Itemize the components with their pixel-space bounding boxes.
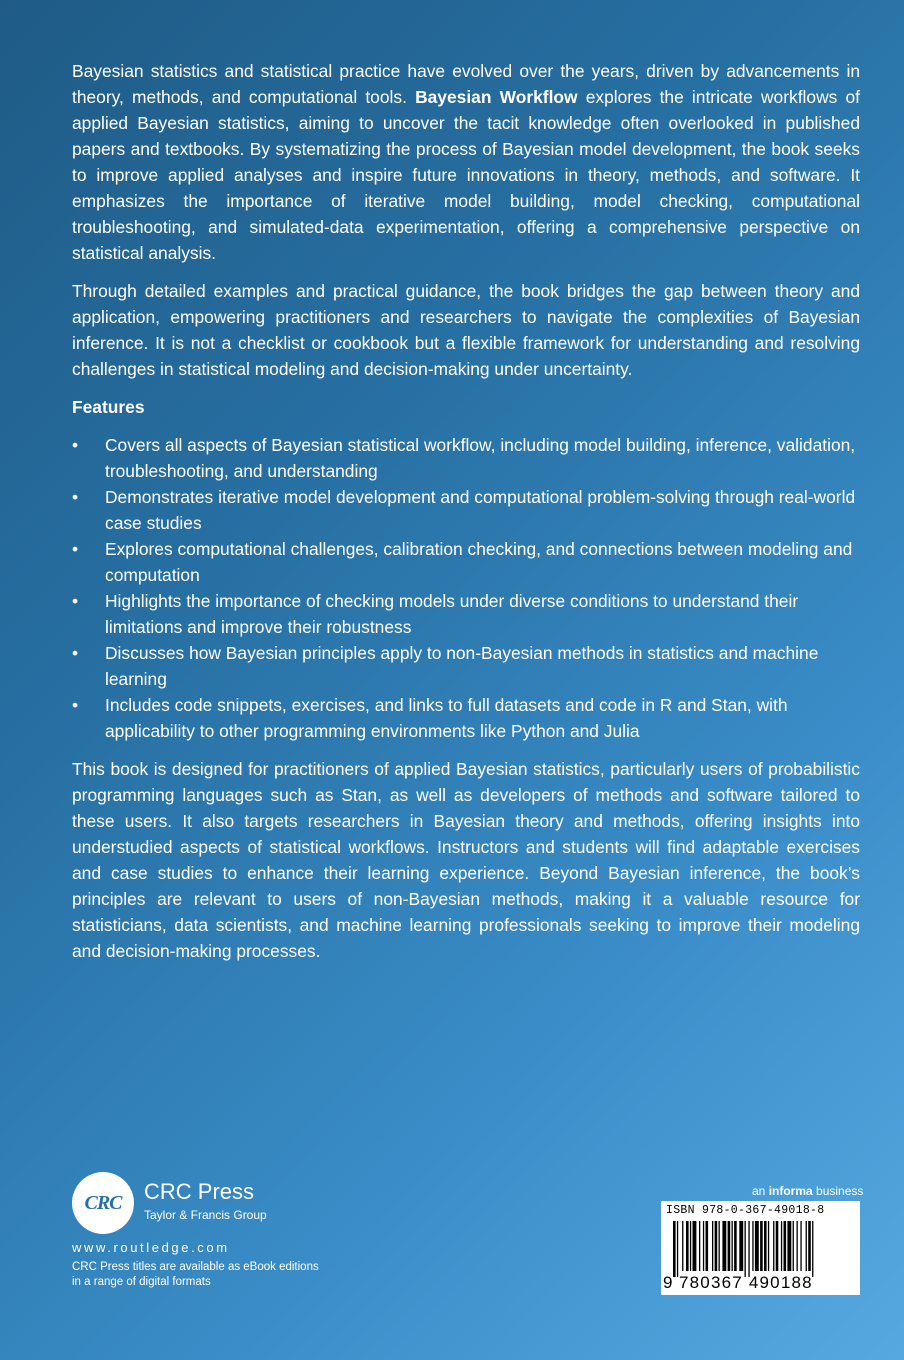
barcode-bar xyxy=(776,1221,779,1271)
barcode-bar xyxy=(719,1221,720,1271)
barcode-bar xyxy=(748,1221,749,1277)
bullet-icon: • xyxy=(72,643,79,663)
barcode-bar xyxy=(699,1221,700,1271)
bullet-icon: • xyxy=(72,591,79,611)
description-paragraph-2: Through detailed examples and practical guidance, the book bridges the gap between theory and application, empowering practitioners and researchers to navigate the complexities of Bayesian inference. It is not a checklist or cookbook but a flexible framework for understanding and resolving challenges in statistical modeling and decision-making under uncertainty. xyxy=(72,281,860,379)
barcode-bar xyxy=(781,1221,782,1271)
barcode-bar xyxy=(712,1221,713,1271)
bullet-icon: • xyxy=(72,539,79,559)
feature-item xyxy=(72,588,860,640)
barcode-bar xyxy=(806,1221,807,1271)
feature-text: Covers all aspects of Bayesian statistical workflow, including model building, inference, validation, troubleshooting, and understanding xyxy=(105,435,856,481)
feature-item xyxy=(72,484,860,536)
logo-text: CRC xyxy=(84,1191,122,1214)
cover-text xyxy=(72,58,860,976)
barcode-bar xyxy=(760,1221,763,1271)
barcode-bar xyxy=(797,1221,798,1271)
barcode-bar xyxy=(728,1221,731,1271)
barcode-bar xyxy=(784,1221,787,1271)
feature-item xyxy=(72,536,860,588)
barcode-bar xyxy=(673,1221,676,1277)
isbn-barcode xyxy=(661,1201,860,1295)
ebook-note xyxy=(72,1260,319,1290)
feature-text: Explores computational challenges, calibration checking, and connections between modeling and computation xyxy=(105,539,853,585)
barcode-bar xyxy=(693,1221,697,1271)
barcode-bar xyxy=(812,1221,813,1277)
description-text: Bayesian statistics and statistical practice have evolved over the years, driven by advancements in theory, methods, and computational tools. xyxy=(72,61,860,107)
isbn-label: ISBN 978-0-367-49018-8 xyxy=(666,1204,825,1217)
ebook-note-line: in a range of digital formats xyxy=(72,1276,211,1288)
description-paragraph-1 xyxy=(72,58,860,266)
barcode-bar xyxy=(732,1221,733,1271)
barcode-bar xyxy=(706,1221,709,1271)
barcode-bar xyxy=(715,1221,718,1271)
publisher-name: CRC Press xyxy=(144,1179,255,1204)
barcode-bar xyxy=(734,1221,737,1271)
feature-text: Demonstrates iterative model development and computational problem-solving through real-world case studies xyxy=(105,487,856,533)
barcode-bar xyxy=(800,1221,801,1271)
barcode-digits: 780367 490188 xyxy=(679,1273,813,1292)
barcode-bar xyxy=(764,1221,767,1271)
barcode-bar xyxy=(722,1221,726,1271)
feature-item xyxy=(72,692,860,744)
feature-item xyxy=(72,640,860,692)
informa-suffix: business xyxy=(812,1184,864,1198)
publisher-group: Taylor & Francis Group xyxy=(144,1208,267,1222)
feature-text: Includes code snippets, exercises, and links to full datasets and code in R and Stan, with applicability to other programming environments like Python and Julia xyxy=(105,695,788,741)
barcode-bar xyxy=(682,1221,683,1271)
description-text: explores the intricate workflows of applied Bayesian statistics, aiming to uncover the tacit knowledge often overlooked in published papers and textbooks. By systematizing the process of Bayesian model development, the book seeks to improve applied analyses and inspire future innovations in theory, methods, and software. It emphasizes the importance of iterative model building, model checking, computational troubleshooting, and simulated-data experimentation, offering a comprehensive perspective on statistical analysis. xyxy=(72,87,860,263)
barcode-lead-digit: 9 xyxy=(663,1273,673,1292)
crc-logo-icon xyxy=(72,1172,134,1234)
features-heading: Features xyxy=(72,397,145,417)
barcode-bar xyxy=(787,1221,791,1271)
barcode-bar xyxy=(755,1221,759,1271)
barcode-bar xyxy=(793,1221,794,1271)
publisher-url: www.routledge.com xyxy=(72,1240,230,1255)
book-title-inline: Bayesian Workflow xyxy=(415,87,578,107)
feature-text: Discusses how Bayesian principles apply to non-Bayesian methods in statistics and machine learning xyxy=(105,643,819,689)
barcode-bar xyxy=(752,1221,753,1271)
bullet-icon: • xyxy=(72,695,79,715)
description-paragraph-3: This book is designed for practitioners of applied Bayesian statistics, particularly users of probabilistic programming languages such as Stan, as well as developers of methods and software tailored to these users. It also targets researchers in Bayesian theory and methods, offering insights into understudied aspects of statistical workflows. Instructors and students will find adaptable exercises and case studies to enhance their learning experience. Beyond Bayesian inference, the book’s principles are relevant to users of non-Bayesian methods, making it a valuable resource for statisticians, data scientists, and machine learning professionals seeking to improve their modeling and decision-making processes. xyxy=(72,759,860,961)
barcode-bar xyxy=(739,1221,743,1271)
informa-prefix: an xyxy=(752,1184,769,1198)
barcode-bar xyxy=(808,1221,811,1271)
barcode-bar xyxy=(690,1221,691,1271)
barcode-bar xyxy=(768,1221,769,1271)
barcode-bar xyxy=(686,1221,689,1271)
informa-business xyxy=(752,1184,863,1198)
barcode-bar xyxy=(677,1221,678,1277)
feature-text: Highlights the importance of checking models under diverse conditions to understand their limitations and improve their robustness xyxy=(105,591,799,637)
bullet-icon: • xyxy=(72,487,79,507)
feature-item xyxy=(72,432,860,484)
publisher-block xyxy=(72,1172,392,1292)
barcode-bars-icon xyxy=(673,1221,855,1277)
ebook-note-line: CRC Press titles are available as eBook editions xyxy=(72,1261,319,1273)
barcode-bar xyxy=(773,1221,774,1271)
informa-brand: informa xyxy=(768,1184,813,1198)
barcode-bar xyxy=(745,1221,746,1277)
features-list xyxy=(72,432,860,744)
barcode-bar xyxy=(703,1221,704,1271)
bullet-icon: • xyxy=(72,435,79,455)
